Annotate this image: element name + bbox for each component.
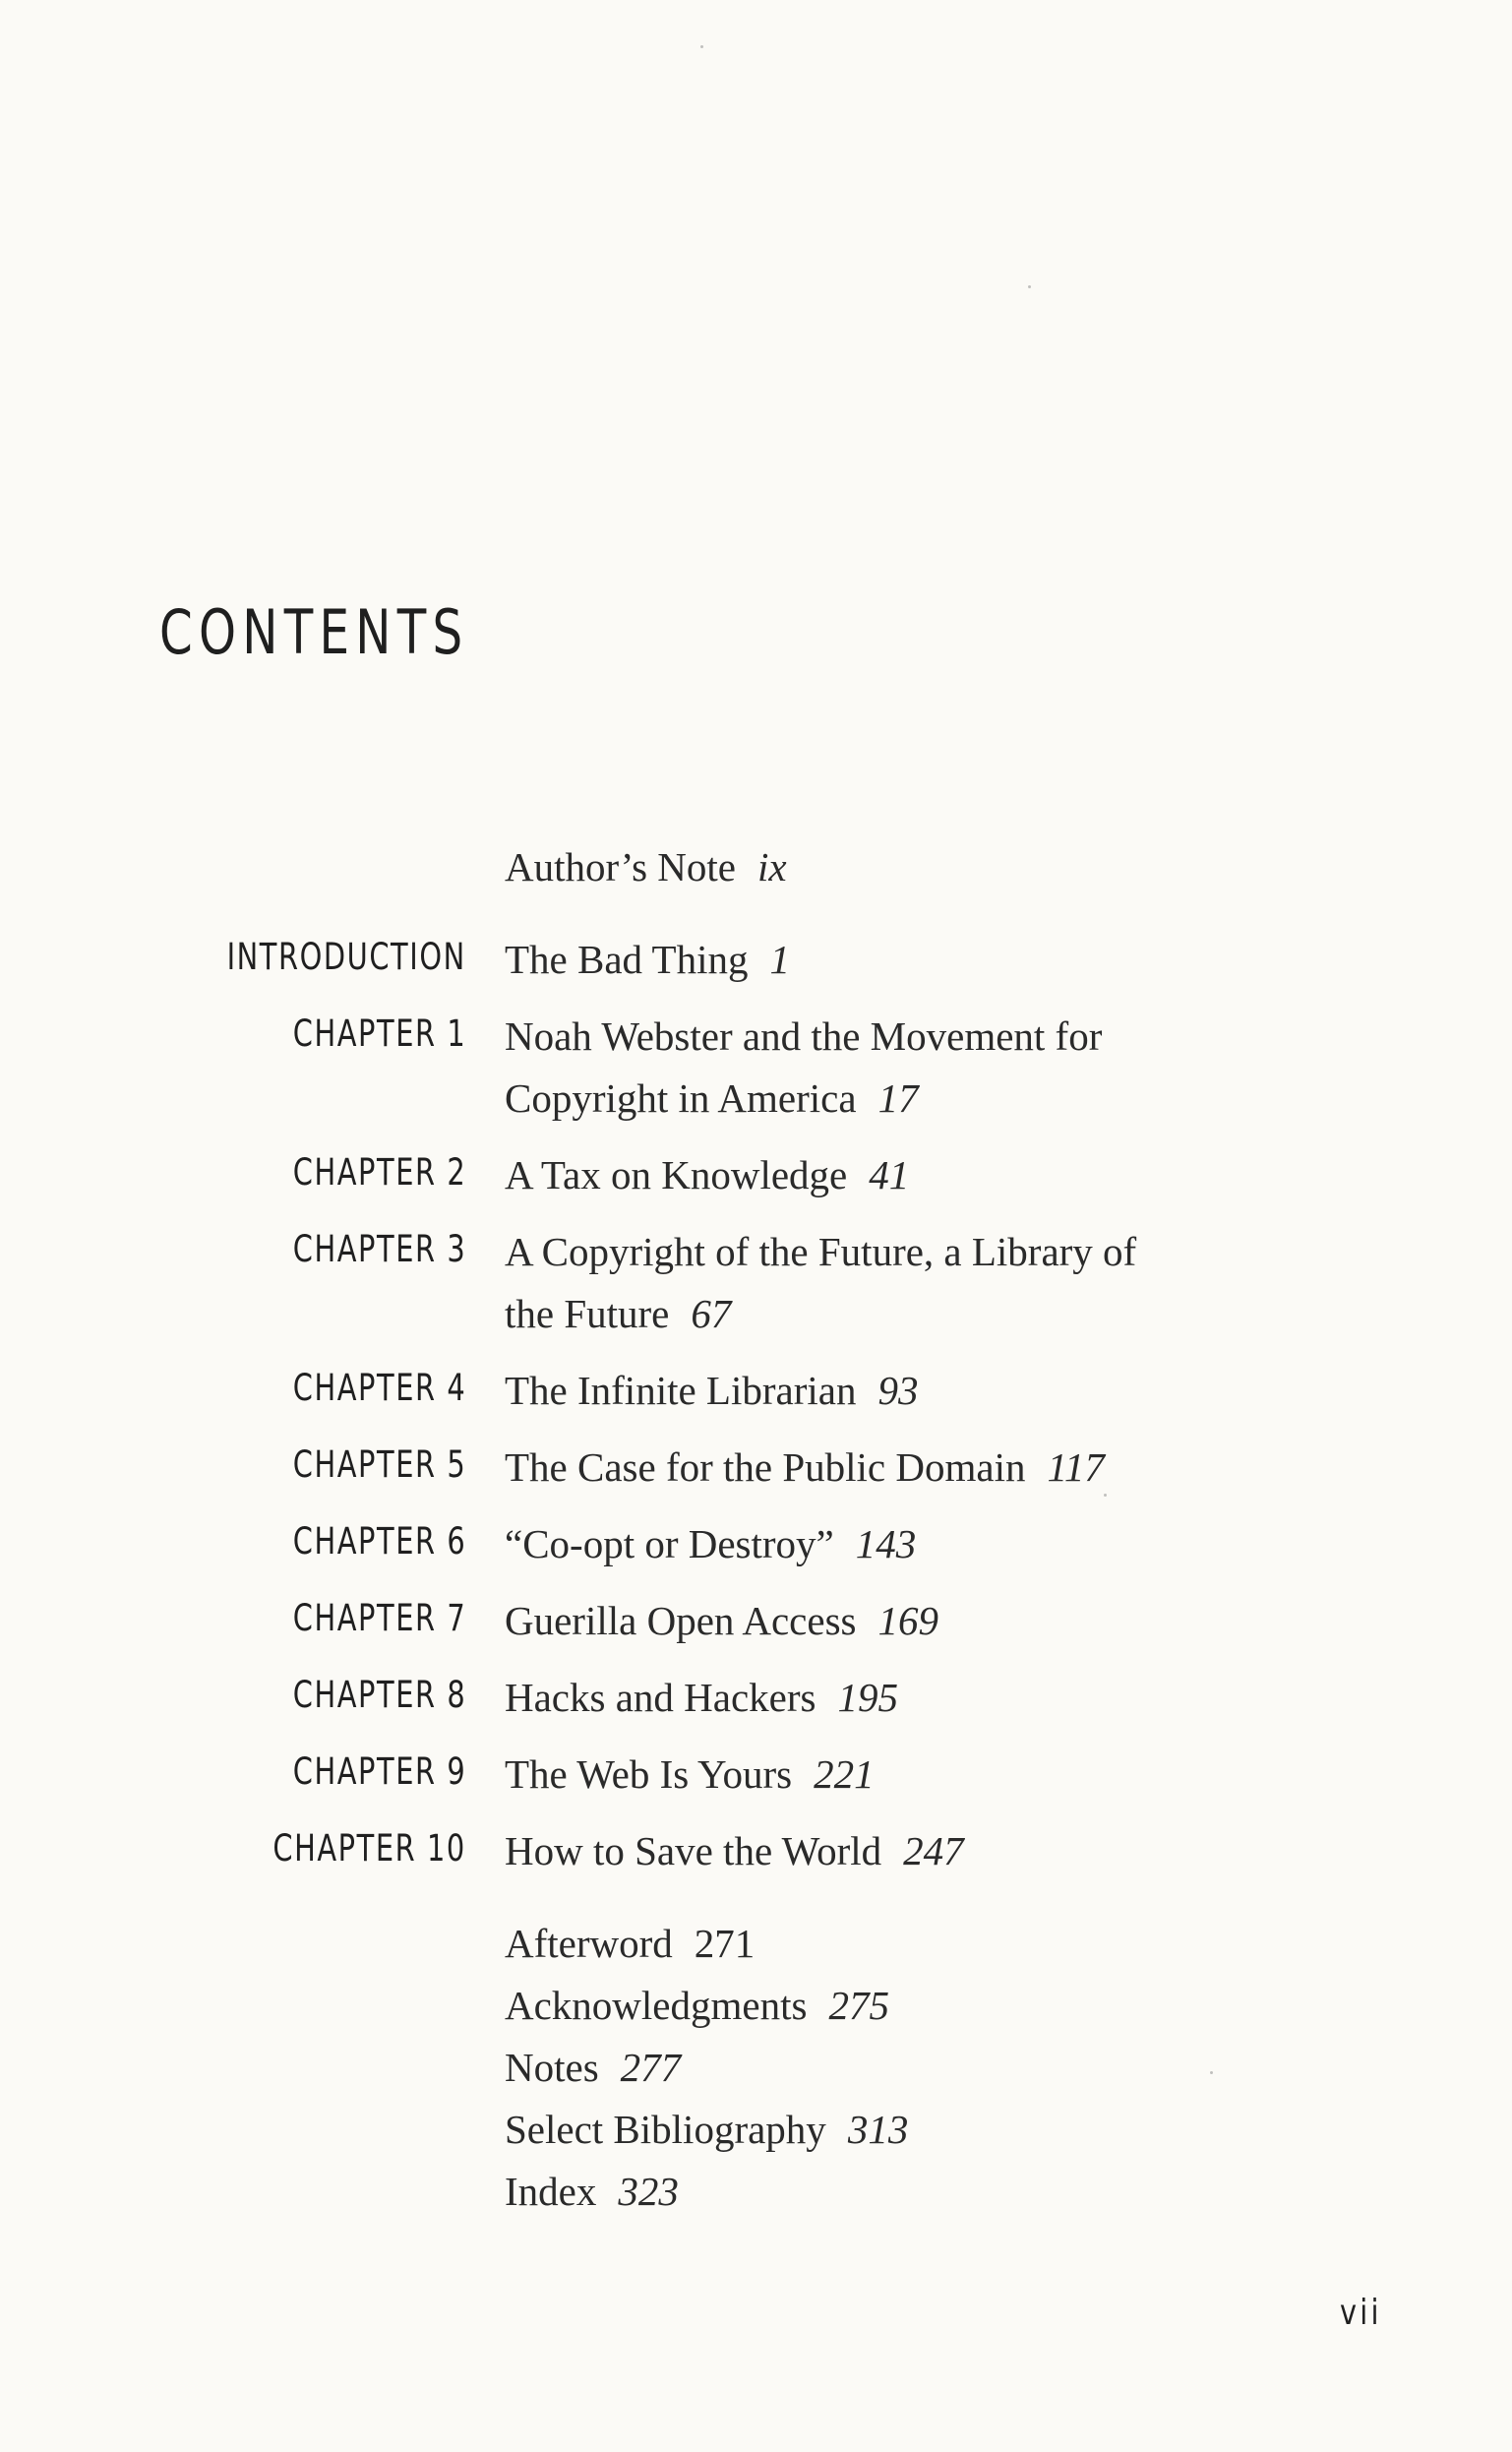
entry-title-text: The Web Is Yours bbox=[505, 1751, 793, 1797]
entry-page-number: 323 bbox=[618, 2169, 679, 2214]
entry-page-number: 195 bbox=[837, 1675, 898, 1720]
toc-entry-title bbox=[505, 1513, 1252, 1575]
entry-page-number: 17 bbox=[877, 1075, 919, 1121]
entry-title-text: Author’s Note bbox=[505, 844, 736, 889]
toc-entry-title bbox=[505, 1144, 1252, 1206]
entry-page-number: 277 bbox=[620, 2045, 682, 2090]
entry-title-text: Noah Webster and the Movement for bbox=[505, 1013, 1103, 1059]
toc-entry-title bbox=[505, 2037, 1252, 2099]
entry-page-number: 313 bbox=[847, 2107, 909, 2152]
entry-title-text: The Bad Thing bbox=[505, 937, 749, 982]
entry-title-text: Afterword bbox=[505, 1921, 673, 1966]
scan-speck bbox=[1028, 285, 1031, 288]
toc-entry-title bbox=[505, 1667, 1252, 1729]
toc-entry-title bbox=[505, 1820, 1252, 1882]
toc-entry-title bbox=[505, 1006, 1252, 1130]
entry-label: CHAPTER 8 bbox=[292, 1674, 466, 1716]
toc-entry-title bbox=[505, 1590, 1252, 1652]
entry-page-number: ix bbox=[756, 844, 787, 889]
entry-label: CHAPTER 6 bbox=[292, 1520, 466, 1563]
toc-entry-title bbox=[505, 1744, 1252, 1806]
entry-label: INTRODUCTION bbox=[226, 936, 466, 978]
entry-label: CHAPTER 7 bbox=[292, 1597, 466, 1639]
entry-title-text-continued: Copyright in America bbox=[505, 1075, 857, 1121]
entry-page-number: 169 bbox=[877, 1598, 938, 1643]
entry-label: CHAPTER 10 bbox=[272, 1827, 466, 1870]
entry-page-number: 143 bbox=[855, 1521, 917, 1566]
contents-heading: CONTENTS bbox=[159, 596, 469, 668]
toc-entry-title bbox=[505, 929, 1252, 991]
scan-speck bbox=[1210, 2071, 1213, 2074]
toc-entry-title bbox=[505, 2099, 1252, 2161]
entry-page-number: 41 bbox=[869, 1152, 910, 1197]
entry-title-text: A Copyright of the Future, a Library of bbox=[505, 1229, 1137, 1274]
entry-page-number: 221 bbox=[814, 1751, 875, 1797]
scan-speck bbox=[1104, 1494, 1107, 1497]
entry-title-text: Acknowledgments bbox=[505, 1983, 808, 2028]
entry-page-number: 275 bbox=[828, 1983, 889, 2028]
entry-page-number: 271 bbox=[694, 1921, 756, 1966]
entry-page-number: 247 bbox=[903, 1828, 964, 1873]
entry-label: CHAPTER 1 bbox=[292, 1012, 466, 1055]
toc-entry-title bbox=[505, 836, 1252, 898]
toc-entry-title bbox=[505, 1360, 1252, 1422]
entry-title-text: “Co-opt or Destroy” bbox=[505, 1521, 834, 1566]
entry-label: CHAPTER 3 bbox=[292, 1228, 466, 1270]
toc-entry-title bbox=[505, 1437, 1252, 1499]
entry-label: CHAPTER 5 bbox=[292, 1443, 466, 1486]
entry-label: CHAPTER 2 bbox=[292, 1151, 466, 1194]
entry-page-number: 93 bbox=[877, 1368, 919, 1413]
toc-entry-title bbox=[505, 1221, 1252, 1345]
page-folio: vii bbox=[1340, 2293, 1382, 2333]
entry-title-text: Index bbox=[505, 2169, 597, 2214]
toc-entry-title bbox=[505, 2161, 1252, 2223]
entry-label: CHAPTER 4 bbox=[292, 1367, 466, 1409]
entry-title-text-continued: the Future bbox=[505, 1291, 670, 1336]
toc-entry-title bbox=[505, 1913, 1252, 1975]
entry-title-text: A Tax on Knowledge bbox=[505, 1152, 848, 1197]
entry-title-text: The Case for the Public Domain bbox=[505, 1444, 1026, 1490]
entry-title-text: Select Bibliography bbox=[505, 2107, 826, 2152]
entry-title-text: Hacks and Hackers bbox=[505, 1675, 816, 1720]
entry-page-number: 117 bbox=[1047, 1444, 1105, 1490]
entry-title-text: Guerilla Open Access bbox=[505, 1598, 857, 1643]
entry-page-number: 1 bbox=[769, 937, 790, 982]
entry-title-text: How to Save the World bbox=[505, 1828, 882, 1873]
entry-title-text: Notes bbox=[505, 2045, 599, 2090]
scan-speck bbox=[700, 45, 703, 48]
entry-label: CHAPTER 9 bbox=[292, 1750, 466, 1793]
entry-title-text: The Infinite Librarian bbox=[505, 1368, 857, 1413]
entry-page-number: 67 bbox=[691, 1291, 732, 1336]
toc-entry-title bbox=[505, 1975, 1252, 2037]
